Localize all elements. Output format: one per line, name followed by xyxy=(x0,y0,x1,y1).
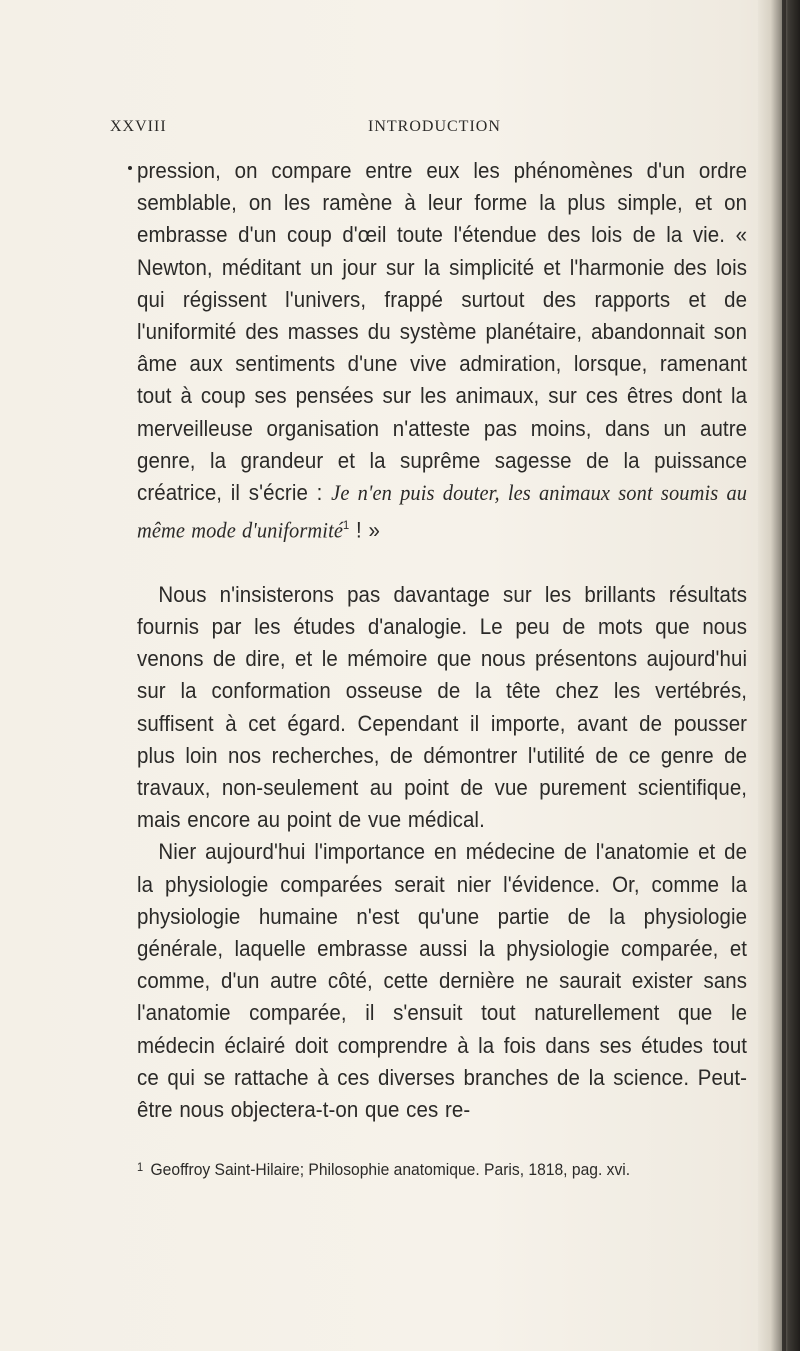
paragraph-1 xyxy=(137,155,747,547)
footnote-ref: 1 xyxy=(343,518,350,533)
newton-quote: Je n'en puis douter, les animaux sont soumis au même mode d'uniformité xyxy=(137,480,748,543)
paragraph-gap xyxy=(137,547,747,579)
footnote-text: Geoffroy Saint-Hilaire; Philosophie anatomique. Paris, 1818, pag. xvi. xyxy=(150,1160,631,1179)
paragraph-2: Nous n'insisterons pas davantage sur les brillants résultats fournis par les études d'analogie. Le peu de mots que nous venons de dire, et le mémoire que nous présentons aujourd'hui sur la conformation osseuse de la tête chez les vertébrés, suffisent à cet égard. Cependant il importe, avant de pousser plus loin nos recherches, de démontrer l'utilité de ce genre de travaux, non-seulement au point de vue purement scientifique, mais encore au point de vue médical. xyxy=(137,581,748,833)
paragraph-1-end: ! » xyxy=(349,517,381,543)
page-number: XXVIII xyxy=(110,118,167,135)
binding-edge xyxy=(782,0,786,1351)
footnote xyxy=(137,1160,726,1180)
body-text xyxy=(137,155,747,1126)
margin-mark xyxy=(128,166,132,170)
running-title: INTRODUCTION xyxy=(368,118,501,135)
paragraph-1-text: pression, on compare entre eux les phénomènes d'un ordre semblable, on les ramène à leur forme la plus simple, et on embrasse d'un coup d'œil toute l'étendue des lois de la vie. « Newton, méditant un jour sur la simplicité et l'harmonie des lois qui régissent l'univers, frappé surtout des rapports et de l'uniformité des masses du système planétaire, abandonnait son âme aux sentiments d'une vive admiration, lorsque, ramenant tout à coup ses pensées sur les animaux, sur ces êtres dont la merveilleuse organisation n'atteste pas moins, dans un autre genre, la grandeur et la suprême sagesse de la puissance créatrice, il s'écrie : xyxy=(137,158,748,506)
footnote-mark: 1 xyxy=(137,1160,144,1174)
running-head xyxy=(110,118,750,144)
page-edge-shadow xyxy=(758,0,800,1351)
paragraph-3: Nier aujourd'hui l'importance en médecine de l'anatomie et de la physiologie comparées serait nier l'évidence. Or, comme la physiologie humaine n'est qu'une partie de la physiologie générale, laquelle embrasse aussi la physiologie comparée, et comme, d'un autre côté, cette dernière ne saurait exister sans l'anatomie comparée, il s'ensuit tout naturellement que le médecin éclairé doit comprendre à la fois dans ses études tout ce qui se rattache à ces diverses branches de la science. Peut-être nous objectera-t-on que ces re- xyxy=(137,839,748,1123)
